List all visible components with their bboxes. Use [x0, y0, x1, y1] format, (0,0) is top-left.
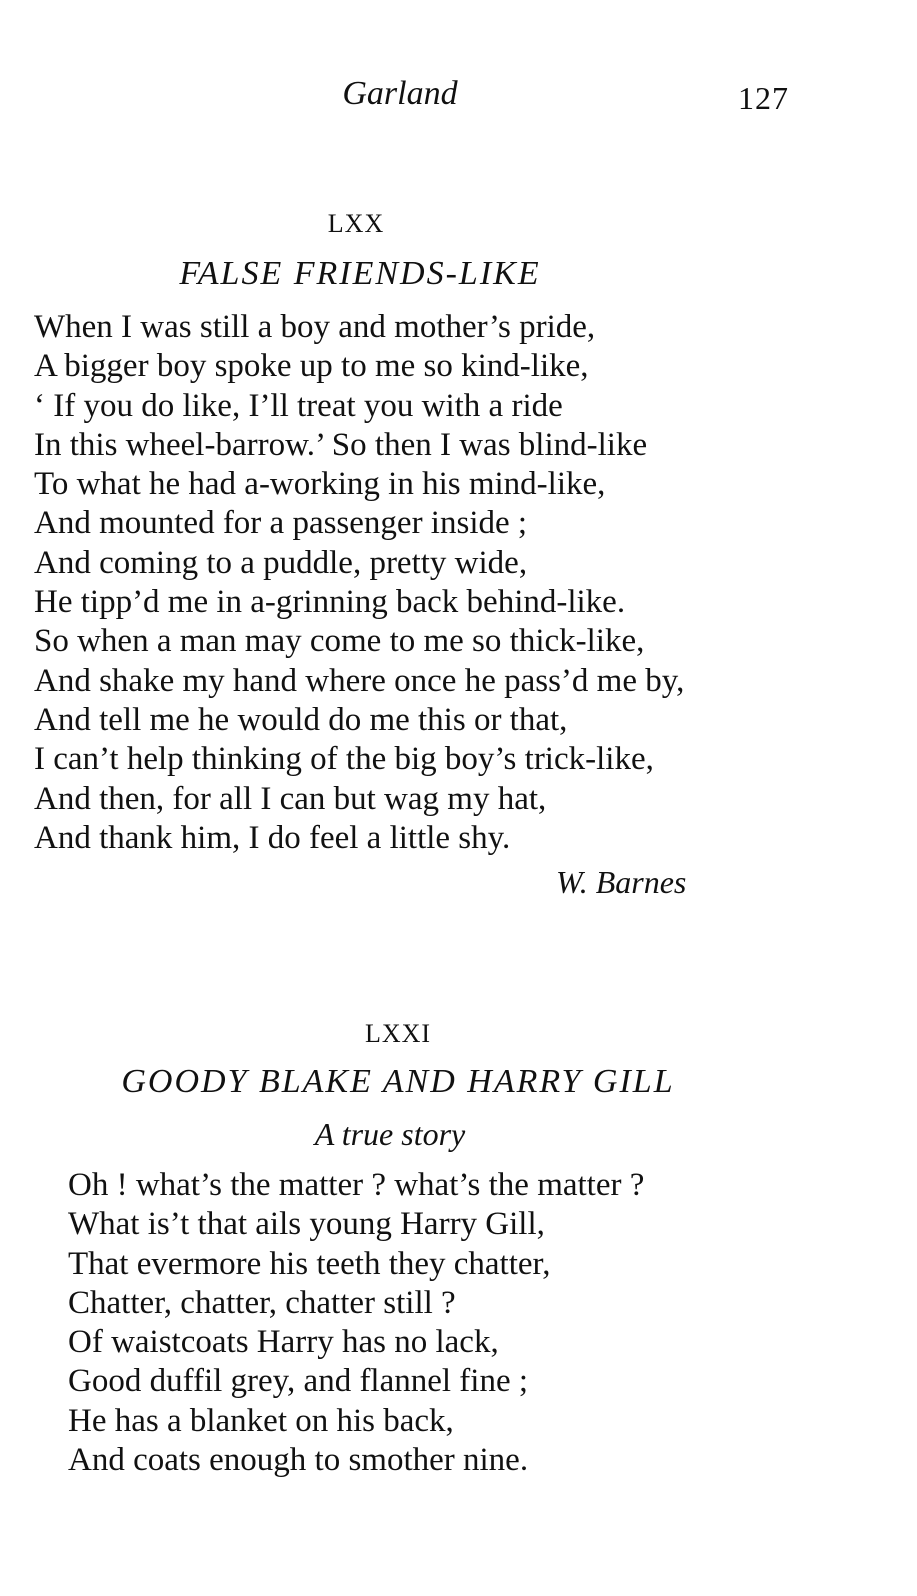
poem-line: When I was still a boy and mother’s pride, — [34, 309, 596, 345]
poem-line: Good duffil grey, and flannel fine ; — [68, 1363, 529, 1400]
poem-attribution: W. Barnes — [556, 864, 687, 900]
poem-line: In this wheel-barrow.’ So then I was blind-like — [34, 426, 648, 463]
poem-numeral: LXXI — [364, 1019, 432, 1048]
poem-line: What is’t that ails young Harry Gill, — [68, 1206, 545, 1243]
poem-line: And coats enough to smother nine. — [68, 1442, 529, 1479]
poem-line: And tell me he would do me this or that, — [34, 701, 568, 738]
poem-lines — [34, 308, 684, 858]
poem-line: A bigger boy spoke up to me so kind-like, — [34, 348, 589, 385]
poem-line: And then, for all I can but wag my hat, — [34, 780, 547, 817]
poem-line: Chatter, chatter, chatter still ? — [68, 1284, 456, 1321]
poem-line: And mounted for a passenger inside ; — [34, 505, 528, 542]
poem-line: I can’t help thinking of the big boy’s trick-like, — [34, 741, 654, 778]
poem-title: FALSE FRIENDS-LIKE — [179, 255, 541, 292]
poem-line: He has a blanket on his back, — [68, 1402, 454, 1439]
poem-line: To what he had a-working in his mind-like, — [34, 466, 606, 503]
poem-line: Of waistcoats Harry has no lack, — [68, 1324, 499, 1361]
poem-title: GOODY BLAKE AND HARRY GILL — [121, 1063, 675, 1100]
running-title: Garland — [342, 75, 458, 112]
poem-line: That evermore his teeth they chatter, — [68, 1245, 551, 1282]
poem-subtitle: A true story — [314, 1116, 466, 1152]
poem-line: He tipp’d me in a-grinning back behind-like. — [34, 584, 626, 621]
poem-line: And thank him, I do feel a little shy. — [34, 819, 511, 856]
poem-line: And shake my hand where once he pass’d me by, — [34, 662, 685, 699]
poem-line: And coming to a puddle, pretty wide, — [34, 544, 528, 581]
page-number: 127 — [738, 80, 789, 116]
poem-line: ‘ If you do like, I’ll treat you with a ride — [34, 387, 563, 424]
poem-line: Oh ! what’s the matter ? what’s the matter ? — [68, 1167, 645, 1203]
poem-lines — [68, 1166, 644, 1480]
poem-line: So when a man may come to me so thick-like, — [34, 623, 645, 660]
poem-numeral: LXX — [327, 209, 385, 238]
